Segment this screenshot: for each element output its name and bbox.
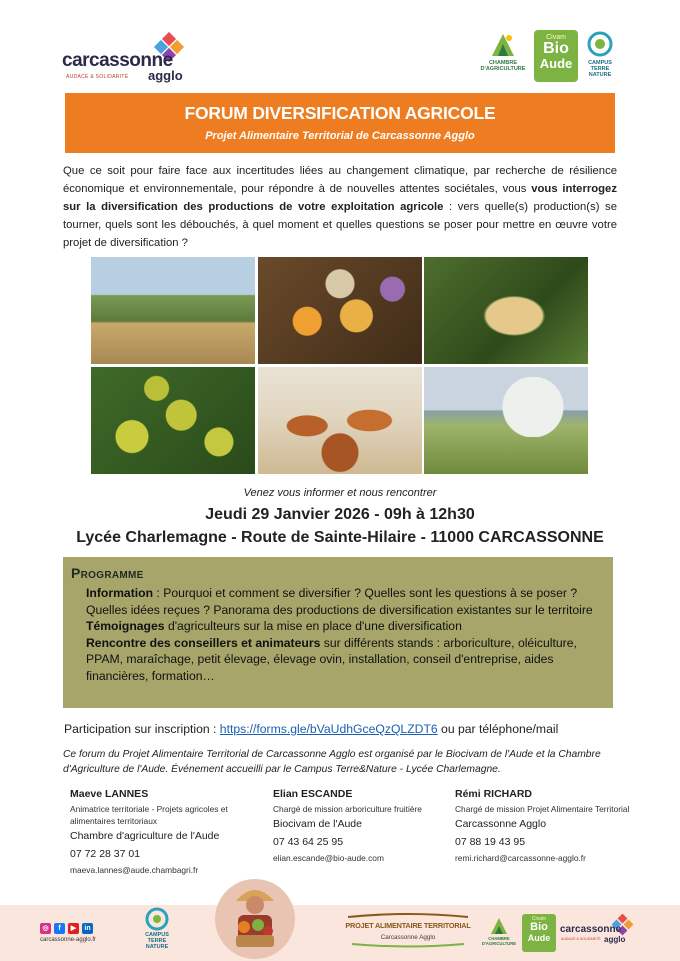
pat-title: PROJET ALIMENTAIRE TERRITORIAL [345,921,471,930]
programme-item-3-text: sur différents stands : arboriculture, oléiculture, PPAM, maraîchage, petit élevage, élevage ovin, installation, conseil d'entreprise, aides financières, formation… [86,635,577,683]
footer-campus-logo [140,906,170,961]
footer-chambre-logo [481,916,517,956]
pat-logo [342,911,474,949]
footer-campus-line1: CAMPUS [145,932,169,938]
contact-org: Biocivam de l'Aude [273,818,362,830]
aude-label: Aude [539,56,573,71]
inscription-prefix: Participation sur inscription : [64,722,220,736]
footer-civam: Civam [531,916,547,922]
campus-line2: TERRE [590,66,610,72]
contact-org: Chambre d'agriculture de l'Aude [70,830,220,842]
vegetables-photo [258,257,422,364]
intro-text-2: : vers quelle(s) production(s) se tourner, quels sont les débouchés, à quel moment et quelles questions se poser pour mettre en œuvre votre projet de diversification ? [63,201,617,249]
facebook-icon[interactable]: f [54,923,65,934]
programme-box [63,557,613,708]
campus-logo-mark [582,30,618,60]
event-date: Jeudi 29 Janvier 2026 - 09h à 12h30 [205,506,475,523]
footer-agglo-word: agglo [604,935,626,944]
agglo-word: agglo [148,68,183,83]
invite-text: Venez vous informer et nous rencontrer [243,487,437,499]
contact-name: Maeve LANNES [70,788,149,800]
contact-phone: 07 72 28 37 01 [70,848,141,860]
campus-terre-nature-logo [582,30,618,85]
contact-role: Chargé de mission Projet Alimentaire Territorial [455,804,630,814]
programme-title: Programme [71,565,144,581]
website-link[interactable]: carcassonne-agglo.fr [40,937,97,943]
forum-subtitle: Projet Alimentaire Territorial de Carcassonne Agglo [205,130,475,142]
intro-bold: vous interrogez sur la diversification des productions de votre exploitation agricole [63,183,617,213]
contact-role: Animatrice territoriale - Projets agricoles et alimentaires territoriaux [70,804,228,826]
contact-org: Carcassonne Agglo [455,818,547,830]
instagram-icon[interactable]: ◎ [40,923,51,934]
campus-line3: NATURE [588,72,612,78]
inscription-line [64,722,558,736]
programme-items [86,585,599,685]
footer-campus-line3: NATURE [145,944,169,950]
orchard-photo [424,367,588,474]
event-location: Lycée Charlemagne - Route de Sainte-Hilaire - 11000 CARCASSONNE [76,529,604,546]
contact-card [273,788,463,863]
footer-bio-logo [522,914,556,952]
carcassonne-tagline: AUDACE & SOLIDARITÉ [66,74,129,80]
carcassonne-word: carcassonne [62,50,173,71]
chambre-agriculture-logo [478,30,528,85]
carcassonne-agglo-logo [62,32,202,84]
footer-chambre-line1: CHAMBRE [488,936,510,941]
programme-item-rencontre [86,635,599,685]
campus-line1: CAMPUS [588,60,612,66]
footer-carcassonne-word: carcassonne [560,924,622,935]
photo-grid [91,257,588,477]
inscription-link[interactable]: https://forms.gle/bVaUdhGceQzQLZDT6 [219,722,438,736]
youtube-icon[interactable]: ▶ [68,923,79,934]
programme-item-information [86,585,599,618]
olive-grove-photo [91,257,255,364]
farmer-illustration [214,871,296,961]
chambre-line1: CHAMBRE [488,60,518,66]
civam-label: Civam [546,34,566,41]
contact-phone: 07 88 19 43 95 [455,836,526,848]
footer-bio: Bio [530,921,548,933]
intro-text-1: Que ce soit pour faire face aux incertitudes liées au changement climatique, par recherche de résilience économique et environnementale, pour répondre à de nouvelles attentes sociétales, vous [63,165,617,195]
contact-role: Chargé de mission arboriculture fruitière [273,804,422,814]
intro-paragraph [63,162,617,252]
forum-title: FORUM DIVERSIFICATION AGRICOLE [184,103,496,123]
pat-subtitle: Carcassonne Agglo [380,934,436,941]
contact-email[interactable]: maeva.lannes@aude.chambagri.fr [70,865,199,875]
footer-campus-line2: TERRE [147,938,167,944]
chambre-logo-mark [478,30,528,60]
organiser-note: Ce forum du Projet Alimentaire Territorial de Carcassonne Agglo est organisé par le Biocivam de l'Aude et la Chambre d'Agriculture de l'Aude. Événement accueilli par le Campus Terre&Nature - Lycée Charlemagne. [63,749,601,775]
title-banner [65,93,615,153]
contact-email[interactable]: elian.escande@bio-aude.com [273,853,384,863]
footer-carcassonne-logo [560,918,640,948]
programme-item-2-text: d'agriculteurs sur la mise en place d'une diversification [164,619,462,634]
melon-photo [424,257,588,364]
footer-carcassonne-tagline: AUDACE & SOLIDARITÉ [561,937,601,941]
bio-label: Bio [543,40,569,57]
linkedin-icon[interactable]: in [82,923,93,934]
footer-aude: Aude [527,933,551,943]
contact-name: Elian ESCANDE [273,788,353,800]
contact-name: Rémi RICHARD [455,788,533,800]
contact-phone: 07 43 64 25 95 [273,836,344,848]
footer-chambre-mark [481,916,517,936]
programme-item-1-bold: Information [86,586,154,600]
chambre-line2: D'AGRICULTURE [480,66,526,72]
apples-photo [91,367,255,474]
programme-item-temoignages [86,618,599,635]
contact-card [70,788,260,875]
civam-bio-aude-logo [530,30,580,85]
programme-item-2-bold: Témoignages [86,619,165,634]
footer-campus-mark [140,906,174,932]
footer-chambre-line2: D'AGRICULTURE [481,941,517,946]
inscription-suffix: ou par téléphone/mail [437,722,559,736]
contact-email[interactable]: remi.richard@carcassonne-agglo.fr [455,853,586,863]
programme-item-1-text: : Pourquoi et comment se diversifier ? Quelles sont les questions à se poser ? Quelles idées reçues ? Panorama des productions de diversification existantes sur le territoire [86,586,593,617]
hens-photo [258,367,422,474]
pat-logo-frame [342,911,474,949]
social-icons [40,923,93,934]
contact-card [455,788,645,863]
programme-item-3-bold: Rencontre des conseillers et animateurs [86,635,321,650]
